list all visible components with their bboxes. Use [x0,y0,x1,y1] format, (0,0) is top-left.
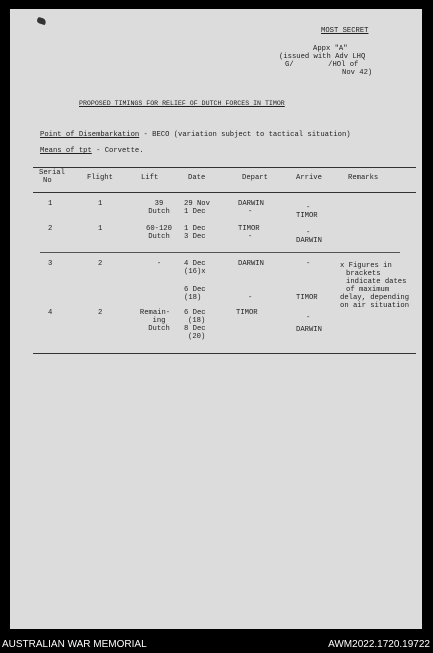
disembarkation-value: - BECO (variation subject to tactical situation) [139,131,351,139]
row2-date-1: 1 Dec [184,225,206,233]
row4-depart-1: TIMOR [236,309,258,317]
row1-serial: 1 [48,200,53,208]
document-title: PROPOSED TIMINGS FOR RELIEF OF DUTCH FORCES IN TIMOR [79,100,285,107]
row3-date-2: (16)x [184,268,206,276]
reference-date: Nov 42) [342,69,373,77]
row2-serial: 2 [48,225,53,233]
row4-date-3: 8 Dec [184,325,206,333]
row2-arrive-2: DARWIN [296,237,322,245]
row1-depart-2: - [248,208,253,216]
footer-source: AUSTRALIAN WAR MEMORIAL [2,639,147,650]
row3-depart-1: DARWIN [238,260,264,268]
row2-flight: 1 [98,225,103,233]
row1-arrive-1: - [306,204,311,212]
row3-depart-2: - [248,294,253,302]
row2-date-2: 3 Dec [184,233,206,241]
row1-arrive-2: TIMOR [296,212,318,220]
row1-date-1: 29 Nov [184,200,210,208]
row1-date-2: 1 Dec [184,208,206,216]
table-top-rule [33,167,416,168]
header-lift: Lift [141,174,159,182]
means-line [40,147,144,156]
disembarkation-line [40,131,351,140]
row4-lift-1: Remain- [139,309,171,317]
row3-serial: 3 [48,260,53,268]
header-remarks: Remarks [348,174,379,182]
disembarkation-label: Point of Disembarkation [40,131,140,139]
table-header-rule [33,192,416,193]
row3-date-4: (18) [184,294,202,302]
row2-arrive-1: - [306,229,311,237]
row4-arrive-1: - [306,314,311,322]
means-value: - Corvette. [91,147,144,155]
row4-date-4: (20) [188,333,206,341]
issued-with-line: (issued with Adv LHQ [279,53,366,61]
row2-depart-1: TIMOR [238,225,260,233]
row1-lift-1: 39 [154,200,164,208]
row4-date-2: (18) [188,317,206,325]
header-flight: Flight [87,174,113,182]
remarks-line-3: indicate dates [346,278,407,286]
remarks-line-6: on air situation [340,302,410,310]
row2-depart-2: - [248,233,253,241]
row3-arrive-1: - [306,260,311,268]
table-mid-rule [40,252,400,253]
row1-lift-2: Dutch [148,208,170,216]
row1-depart-1: DARWIN [238,200,264,208]
row2-lift-2: Dutch [148,233,170,241]
remarks-line-4: of maximum [346,286,390,294]
row3-date-1: 4 Dec [184,260,206,268]
row3-date-3: 6 Dec [184,286,206,294]
reference-line: G/ /HOl of [285,61,359,69]
header-serial-1: Serial [39,169,65,177]
row4-lift-2: ing [152,317,166,325]
means-label: Means of tpt [40,147,92,155]
row4-arrive-2: DARWIN [296,326,322,334]
header-depart: Depart [242,174,268,182]
row4-serial: 4 [48,309,53,317]
footer-catalog-id: AWM2022.1720.19722 [328,639,430,650]
table-bottom-rule [33,353,416,354]
row1-flight: 1 [98,200,103,208]
document-page [10,9,422,629]
row4-flight: 2 [98,309,103,317]
row3-lift: - [156,260,162,268]
classification-label: MOST SECRET [321,27,369,35]
remarks-line-5: delay, depending [340,294,410,302]
ink-mark [36,17,46,25]
row3-arrive-2: TIMOR [296,294,318,302]
row4-lift-3: Dutch [148,325,170,333]
appendix-label: Appx "A" [313,45,348,53]
row2-lift-1: 60-120 [146,225,172,233]
remarks-line-1: x Figures in [340,262,392,270]
header-arrive: Arrive [296,174,322,182]
remarks-line-2: brackets [346,270,381,278]
header-serial-2: No [43,177,52,185]
row4-date-1: 6 Dec [184,309,206,317]
header-date: Date [188,174,206,182]
row3-flight: 2 [98,260,103,268]
